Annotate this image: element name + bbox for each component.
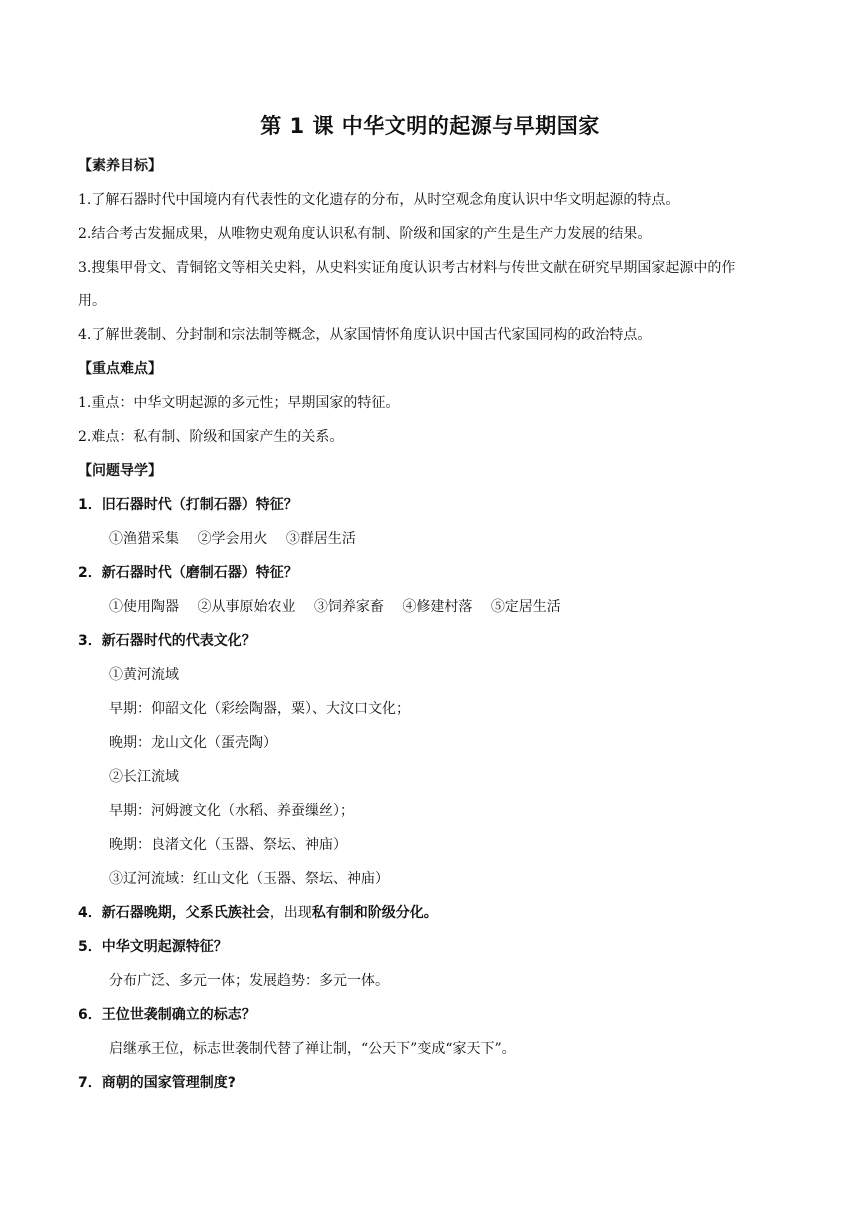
answer-1-item-1: ①渔猎采集 bbox=[109, 531, 179, 547]
answer-2-item-5: ⑤定居生活 bbox=[490, 599, 561, 615]
answer-3-line-6: 晚期：良渚文化（玉器、祭坛、神庙） bbox=[109, 837, 347, 853]
answer-1 bbox=[109, 529, 790, 549]
goal-item-3-continued: 用。 bbox=[78, 293, 106, 309]
answer-2-item-4: ④修建村落 bbox=[402, 599, 473, 615]
key-point-2: 2.难点：私有制、阶级和国家产生的关系。 bbox=[78, 429, 344, 445]
answer-2 bbox=[109, 597, 790, 617]
guide-heading: 【问题导学】 bbox=[78, 463, 162, 479]
answer-1-item-3: ③群居生活 bbox=[285, 531, 356, 547]
key-point-1: 1.重点：中华文明起源的多元性；早期国家的特征。 bbox=[78, 395, 400, 411]
answer-3-line-1: ①黄河流域 bbox=[109, 667, 179, 683]
statement-4-part-2: ，出现 bbox=[269, 905, 312, 921]
answer-2-item-2: ②从事原始农业 bbox=[197, 599, 296, 615]
answer-3-line-7: ③辽河流域：红山文化（玉器、祭坛、神庙） bbox=[109, 871, 389, 887]
goal-item-4: 4.了解世袭制、分封制和宗法制等概念，从家国情怀角度认识中国古代家国同构的政治特点。 bbox=[78, 327, 652, 343]
question-7: 7．商朝的国家管理制度? bbox=[78, 1075, 236, 1091]
goal-item-1: 1.了解石器时代中国境内有代表性的文化遗存的分布，从时空观念角度认识中华文明起源的特点。 bbox=[78, 192, 680, 208]
statement-4-part-1: 4．新石器晚期，父系氏族社会 bbox=[78, 905, 270, 921]
answer-3-line-3: 晚期：龙山文化（蛋壳陶） bbox=[109, 735, 277, 751]
statement-4 bbox=[78, 903, 790, 923]
answer-3-line-4: ②长江流域 bbox=[109, 769, 179, 785]
question-6: 6．王位世袭制确立的标志？ bbox=[78, 1007, 256, 1023]
key-points-heading: 【重点难点】 bbox=[78, 361, 162, 377]
question-2: 2．新石器时代（磨制石器）特征？ bbox=[78, 565, 298, 581]
statement-4-part-3: 私有制和阶级分化。 bbox=[311, 905, 438, 921]
question-5: 5．中华文明起源特征？ bbox=[78, 939, 228, 955]
answer-5: 分布广泛、多元一体；发展趋势：多元一体。 bbox=[109, 973, 389, 989]
goal-item-2: 2.结合考古发掘成果，从唯物史观角度认识私有制、阶级和国家的产生是生产力发展的结果。 bbox=[78, 226, 652, 242]
answer-3-line-2: 早期：仰韶文化（彩绘陶器，粟）、大汶口文化； bbox=[109, 701, 410, 717]
goals-heading: 【素养目标】 bbox=[78, 158, 162, 174]
question-3: 3．新石器时代的代表文化？ bbox=[78, 633, 256, 649]
question-1: 1．旧石器时代（打制石器）特征？ bbox=[78, 497, 298, 513]
answer-2-item-3: ③饲养家畜 bbox=[313, 599, 384, 615]
answer-6: 启继承王位，标志世袭制代替了禅让制，“公天下”变成“家天下”。 bbox=[109, 1041, 516, 1057]
answer-2-item-1: ①使用陶器 bbox=[109, 599, 179, 615]
page-title: 第 1 课 中华文明的起源与早期国家 bbox=[260, 114, 600, 138]
answer-3-line-5: 早期：河姆渡文化（水稻、养蚕缫丝）； bbox=[109, 803, 354, 819]
answer-1-item-2: ②学会用火 bbox=[197, 531, 268, 547]
goal-item-3: 3.搜集甲骨文、青铜铭文等相关史料，从史料实证角度认识考古材料与传世文献在研究早期国家起源中的作 bbox=[78, 260, 736, 276]
